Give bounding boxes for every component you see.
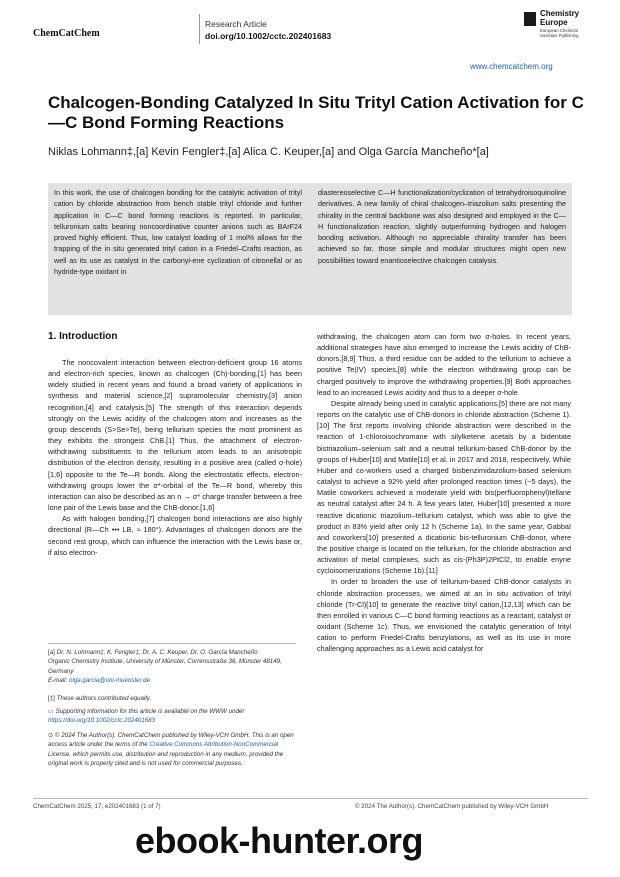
supporting-info-icon: ▭ [48,708,54,715]
logo-sub-1: European Chemical [540,28,578,33]
body-left-column [48,357,302,558]
logo-sub-2: Societies Publishing [540,33,579,38]
abstract-column-2: diastereoselective C—H functionalization/cyclization of tetrahydroisoquinoline derivatives. A new family of chiral chalcogen–triazolium salts presenting the chirality in the central backbone was also designed and employed in the C—H functionalization reaction, slightly outperforming hydrogen and halogen bonding activation. Although no appreciable chirality transfer has been achieved so far, those simple and modular structures might open new possibilities toward enantioselective chalcogen catalysis. [318,188,566,265]
logo-title-1: Chemistry [540,9,580,18]
header-doi[interactable]: doi.org/10.1002/cctc.202401683 [205,31,332,41]
chemistry-europe-logo-icon [524,12,536,26]
affiliation-footnote [48,648,302,685]
intro-paragraph-4: Despite already being used in catalytic applications,[5] there are not many reports on the catalytic use of ChB-donors in chloride abstraction (Scheme 1).[10] The first reports involving chloride abstraction were described in the reaction of 1-chloroisochromane with silylketene acetals by a bidentate bistriazolium–selenium salt and a neutral tellurium-based ChB-donor by the groups of Huber[10] and Matile[10] et al. in 2017 and 2018, respectively. While Huber and co-workers used a charged bisbenzimidazolium-based selenium catalyst to achieve a 92% yield after prolonged reaction times (~5 days), the Matile coworkers achieved a moderate yield with bis(perfluorophenyl)tellane as neutral catalyst after 24 h. A few years later, Huber[10] presented a more reactive dicationic triazolium–tellurium catalyst, which was able to give the product in 83% yield after only 12 h (Scheme 1a). In the same year, Gabbaï and coworkers[10] presented a dicationic bis-telluronium ChB-donor, where the positive charge is located on the tellurium, for the chloride abstraction and activation of metal complexes, such as cis-(Ph3P)2PtCl2, to enable enyne cycloisomerizations (Scheme 1b).[11] [317,398,571,576]
equal-contribution-footnote [48,694,302,703]
footnote-divider [48,643,296,644]
footer-copyright: © 2024 The Author(s). ChemCatChem published by Wiley-VCH GmbH [355,803,549,810]
creative-commons-link[interactable]: Creative Commons Attribution-NonCommercial [149,741,279,749]
supporting-info-text: Supporting information for this article is available on the WWW under [55,708,245,715]
article-title: Chalcogen-Bonding Catalyzed In Situ Trityl Cation Activation for C—C Bond Forming Reactions [48,93,584,132]
section-heading-introduction: 1. Introduction [48,331,118,342]
author-list: Niklas Lohmann‡,[a] Kevin Fengler‡,[a] Alica C. Keuper,[a] and Olga García Mancheño*[a] [48,146,489,158]
supporting-info-footnote [48,707,302,726]
intro-paragraph-5: In order to broaden the use of tellurium-based ChB-donor catalysts in chloride abstraction processes, we aimed at an in situ activation of trityl chloride (Tr-Cl)[10] to generate the reactive trityl cation,[12,13] which can be then enrolled in various C—C bond forming reactions as a reactant, catalyst or oxidant (Scheme 1c). Thus, we envisioned the catalytic generation of trityl cation to perform Friedel-Crafts benzylations, as well as its use in more challenging approaches as a Lewis acid catalyst for [317,577,571,654]
journal-name: ChemCatChem [33,28,100,39]
intro-paragraph-2: As with halogen bonding,[7] chalcogen bond interactions are also highly directional (R—Ch ••• LB, ≈ 180°). Advantages of chalcogen donors are the second rest group, which can influence the interaction with the Lewis base or, if also electron- [48,514,302,557]
article-type: Research Article [205,19,267,29]
email-label: E-mail: [48,676,68,684]
license-text-1: © 2024 The Author(s). ChemCatChem published by Wiley-VCH GmbH. This is an open access article under the terms of the [48,732,294,749]
logo-title-2: Europe [540,17,568,27]
license-text-2: License, which permits use, distribution and reproduction in any medium, provided the original work is properly cited and is not used for commercial purposes. [48,750,284,767]
footer-citation: ChemCatChem 2025, 17, e202401683 (1 of 7) [33,803,161,810]
affiliation-names: Dr. N. Lohmann‡, K. Fengler‡, Dr. A. C. Keuper, Dr. O. García Mancheño [56,649,258,656]
publisher-logo-text [540,10,579,27]
author-email-link[interactable]: olga.garcia@uni-muenster.de [69,676,151,684]
header-divider [199,14,200,44]
supporting-info-link[interactable]: https://doi.org/10.1002/cctc.202401683 [48,717,155,725]
journal-url-link[interactable]: www.chemcatchem.org [470,62,553,71]
intro-paragraph-3: withdrawing, the chalcogen atom can form two σ-holes. In recent years, additional strategies have also emerged to increase the Lewis acidity of ChB-donors.[8,9] Thus, a third residue can be added to the tellurium to achieve a positive Te(IV) species,[8] while the electron withdrawing group can be charged positively to improve the withdrawing properties.[9] Both approaches lead to an increased Lewis acidity and thus to a deeper σ-hole. [317,332,571,397]
open-access-icon: ⊙ [48,732,54,739]
abstract-column-1: In this work, the use of chalcogen bonding for the catalytic activation of trityl cation by chloride abstraction from bench stable trityl chloride and further application in C—C bond forming reactions is reported. In particular, telluronium salts bearing noncoordinative counter anions such as BArF24 proved highly efficient. Thus, low catalyst loading of 1 mol% allows for the trapping of the in situ generated trityl cation in a Friedel–Crafts reaction, as well as its use as catalyst in the carbonyl-ene cyclization of citronellal or as hydride-type oxidant in [54,188,302,277]
intro-paragraph-1: The noncovalent interaction between electron-deficient group 16 atoms and electron-rich species, known as chalcogen (Ch)-bonding,[1] has been widely studied in recent years and found a broad variety of applications in synthesis and material science,[2] supramolecular chemistry,[3] anion recognition,[4] and catalysis.[5] The strength of this interaction depends strongly on the Lewis acidity of the chalcogen atom and increases as the group descends (S>Se>Te), being tellurium species the most prominent as they exhibits the strongest ChB.[1] Thus, the attachment of electron-withdrawing substituents to the tellurium atom leads to an anisotropic distribution of the electron density, resulting in a positive area (called σ-hole)[1,6] opposite to the Te—R bonds. Along the electrostatic effects, electron-withdrawing groups lower the σ*-orbital of the Te—R bond, whereby this interaction can also be described as an n → σ* charge transfer between a free lone pair of the Lewis base and the ChB-donor.[1,6] [48,358,302,513]
equal-text: These authors contributed equally. [56,695,152,702]
affiliation-label: [a] [48,649,55,656]
equal-label: [‡] [48,695,55,702]
publisher-logo-subtitle [540,28,620,38]
footer-divider [33,798,588,799]
body-right-column [317,331,571,655]
affiliation-institute: Organic Chemistry Institute, University of Münster, Corrensstraße 36, Münster 48149, Germany [48,658,282,675]
license-footnote [48,731,302,768]
watermark: ebook-hunter.org [135,820,423,861]
